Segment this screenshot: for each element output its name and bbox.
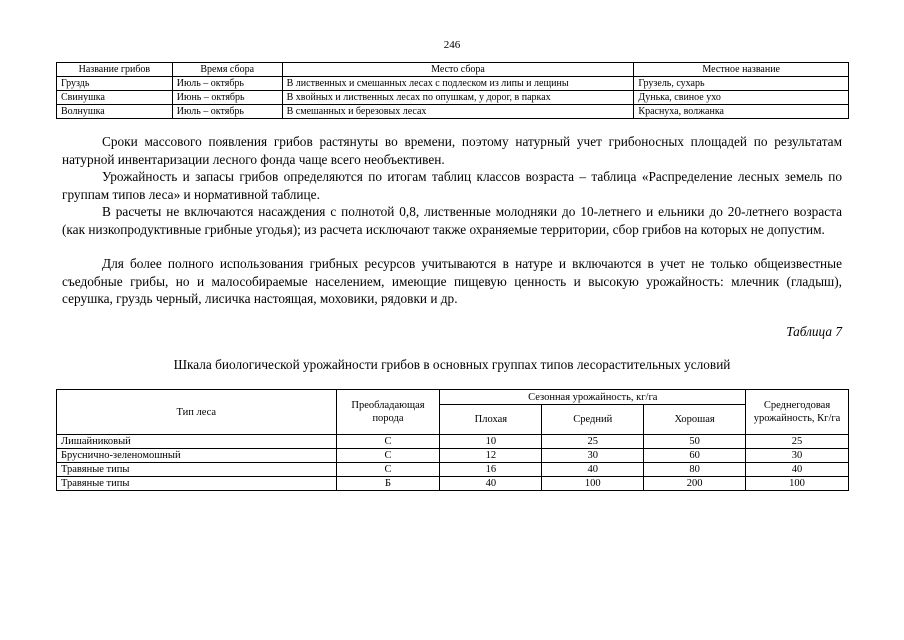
table-cell: Дунька, свиное ухо	[634, 91, 849, 105]
table-number: Таблица 7	[786, 324, 842, 339]
table-cell: 100	[542, 477, 644, 491]
table-cell: 10	[440, 435, 542, 449]
column-header-forest-type: Тип леса	[57, 390, 337, 435]
column-header-poor: Плохая	[440, 405, 542, 435]
table-row	[57, 105, 849, 119]
table-row	[57, 477, 849, 491]
table-cell: Волнушка	[57, 105, 173, 119]
table-cell: В хвойных и лиственных лесах по опушкам, у дорог, в парках	[282, 91, 634, 105]
table-row	[57, 91, 849, 105]
table-header-row	[57, 63, 849, 77]
table-cell: Бруснично-зеленомошный	[57, 449, 337, 463]
mushroom-table	[56, 62, 849, 119]
table-row	[57, 77, 849, 91]
table-title: Шкала биологической урожайности грибов в основных группах типов лесорастительных условий	[173, 357, 731, 372]
column-header: Местное название	[634, 63, 849, 77]
table-cell: 25	[542, 435, 644, 449]
page-number: 246	[443, 39, 461, 51]
table-cell: 16	[440, 463, 542, 477]
table-cell: Июль – октябрь	[172, 77, 282, 91]
table-cell: В лиственных и смешанных лесах с подлеском из липы и лещины	[282, 77, 634, 91]
table-cell: Травяные типы	[57, 477, 337, 491]
table-cell: Б	[336, 477, 440, 491]
column-header: Время сбора	[172, 63, 282, 77]
table-row	[57, 449, 849, 463]
table-cell: 30	[542, 449, 644, 463]
table-cell: В смешанных и березовых лесах	[282, 105, 634, 119]
column-header: Название грибов	[57, 63, 173, 77]
column-header: Место сбора	[282, 63, 634, 77]
column-header-dominant: Преобладающая порода	[336, 390, 440, 435]
paragraph: Для более полного использования грибных ресурсов учитываются в натуре и включаются в учет не только общеизвестные съедобные грибы, но и малособираемые населением, имеющие пищевую ценность и высокую урожайность: млечник (гладыш), серушка, груздь черный, лисичка настоящая, моховики, рядовки и др.	[62, 256, 842, 306]
column-header-seasonal: Сезонная урожайность, кг/га	[440, 390, 746, 405]
table-cell: 60	[644, 449, 746, 463]
table-cell: Свинушка	[57, 91, 173, 105]
table-cell: Травяные типы	[57, 463, 337, 477]
paragraph: Сроки массового появления грибов растянуты во времени, поэтому натурный учет грибоносных площадей по результатам натурной инвентаризации лесного фонда чаще всего необъективен.	[62, 134, 842, 167]
table-row	[57, 463, 849, 477]
table-cell: 30	[746, 449, 849, 463]
table-cell: С	[336, 435, 440, 449]
table-cell: Лишайниковый	[57, 435, 337, 449]
table-row	[57, 435, 849, 449]
table-cell: 40	[746, 463, 849, 477]
table-cell: 200	[644, 477, 746, 491]
column-header-average: Среднегодовая урожайность, Кг/га	[746, 390, 849, 435]
table-cell: Июль – октябрь	[172, 105, 282, 119]
table-cell: С	[336, 449, 440, 463]
table-cell: 40	[440, 477, 542, 491]
column-header-good: Хорошая	[644, 405, 746, 435]
table-cell: 40	[542, 463, 644, 477]
table-cell: 80	[644, 463, 746, 477]
table-cell: 50	[644, 435, 746, 449]
column-header-medium: Средний	[542, 405, 644, 435]
table-header-row	[57, 390, 849, 405]
paragraph: В расчеты не включаются насаждения с полнотой 0,8, лиственные молодняки до 10-летнего и ельники до 20-летнего возраста (как низкопродуктивные грибные угодья); из расчета исключают также охраняемые территории, сбор грибов на которых не допустим.	[62, 204, 842, 237]
table-cell: Грузель, сухарь	[634, 77, 849, 91]
table-cell: Груздь	[57, 77, 173, 91]
table-cell: 12	[440, 449, 542, 463]
table-cell: С	[336, 463, 440, 477]
table-cell: Краснуха, волжанка	[634, 105, 849, 119]
yield-table	[56, 389, 849, 491]
table-cell: 100	[746, 477, 849, 491]
table-cell: Июнь – октябрь	[172, 91, 282, 105]
paragraph: Урожайность и запасы грибов определяются по итогам таблиц классов возраста – таблица «Распределение лесных земель по группам типов леса» и нормативной таблице.	[62, 169, 842, 202]
table-cell: 25	[746, 435, 849, 449]
